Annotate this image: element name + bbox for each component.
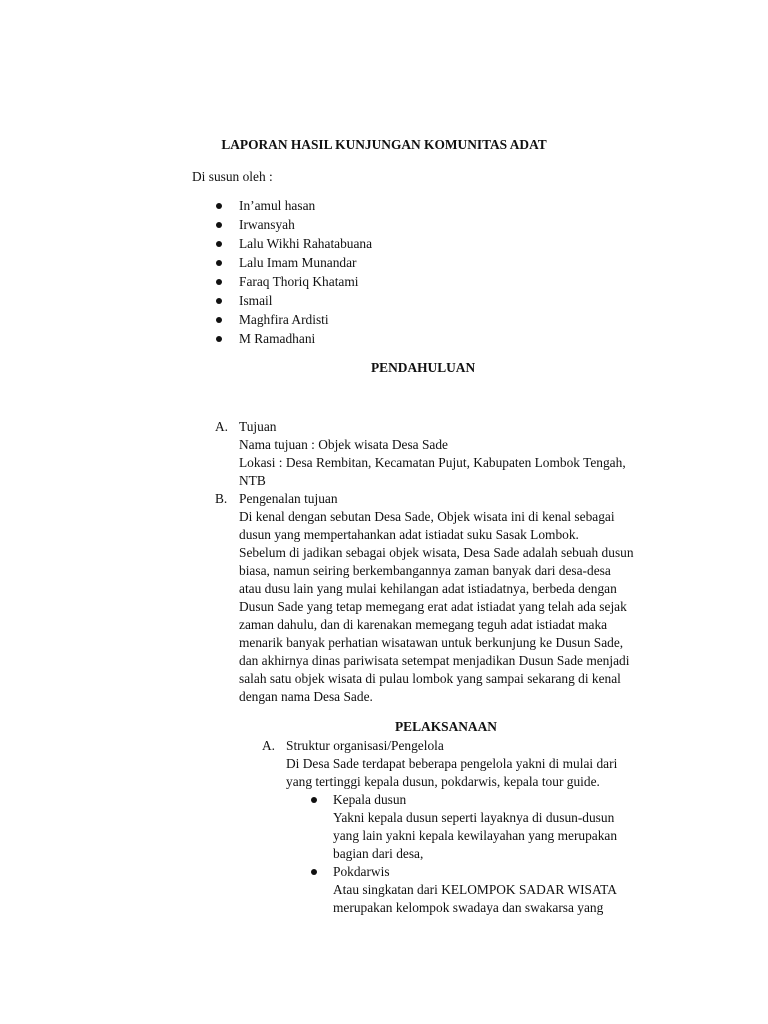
author-item: Maghfira Ardisti — [239, 312, 329, 327]
item-line: menarik banyak perhatian wisatawan untuk berkunjung ke Dusun Sade, — [239, 635, 624, 650]
item-title: Tujuan — [239, 419, 277, 434]
bullet-icon — [216, 260, 222, 266]
item-line: Nama tujuan : Objek wisata Desa Sade — [239, 437, 448, 452]
item-marker: B. — [215, 491, 228, 506]
subitem-line: bagian dari desa, — [333, 846, 424, 861]
item-line: dengan nama Desa Sade. — [239, 689, 373, 704]
item-line: Sebelum di jadikan sebagai objek wisata, Desa Sade adalah sebuah dusun — [239, 545, 634, 560]
item-line: biasa, namun seiring berkembangannya zaman banyak dari desa-desa — [239, 563, 611, 578]
bullet-icon — [216, 317, 222, 323]
item-title: Pengenalan tujuan — [239, 491, 338, 506]
item-title: Struktur organisasi/Pengelola — [286, 738, 444, 753]
item-line: yang tertinggi kepala dusun, pokdarwis, kepala tour guide. — [286, 774, 600, 789]
bullet-icon — [216, 241, 222, 247]
item-line: dan akhirnya dinas pariwisata setempat menjadikan Dusun Sade menjadi — [239, 653, 630, 668]
item-line: salah satu objek wisata di pulau lombok yang sampai sekarang di kenal — [239, 671, 621, 686]
author-item: Lalu Imam Munandar — [239, 255, 357, 270]
item-line: zaman dahulu, dan di karenakan memegang teguh adat istiadat maka — [239, 617, 608, 632]
author-item: Irwansyah — [239, 217, 295, 232]
bullet-icon — [311, 797, 317, 803]
section-heading: PENDAHULUAN — [371, 360, 476, 375]
subitem-title: Pokdarwis — [333, 864, 390, 879]
subitem-line: merupakan kelompok swadaya dan swakarsa yang — [333, 900, 604, 915]
subitem-line: Yakni kepala dusun seperti layaknya di dusun-dusun — [333, 810, 615, 825]
author-item: In’amul hasan — [239, 198, 316, 213]
item-line: Lokasi : Desa Rembitan, Kecamatan Pujut, Kabupaten Lombok Tengah, — [239, 455, 626, 470]
author-item: Ismail — [239, 293, 273, 308]
bullet-icon — [216, 222, 222, 228]
subitem-title: Kepala dusun — [333, 792, 407, 807]
item-line: atau dusu lain yang mulai kehilangan adat istiadatnya, berbeda dengan — [239, 581, 617, 596]
item-marker: A. — [215, 419, 229, 434]
author-intro: Di susun oleh : — [192, 169, 273, 184]
author-item: Faraq Thoriq Khatami — [239, 274, 359, 289]
subitem-line: yang lain yakni kepala kewilayahan yang merupakan — [333, 828, 618, 843]
item-line: Di kenal dengan sebutan Desa Sade, Objek wisata ini di kenal sebagai — [239, 509, 615, 524]
bullet-icon — [216, 279, 222, 285]
author-item: Lalu Wikhi Rahatabuana — [239, 236, 373, 251]
section-heading: PELAKSANAAN — [395, 719, 497, 734]
item-line: Di Desa Sade terdapat beberapa pengelola yakni di mulai dari — [286, 756, 618, 771]
document-title: LAPORAN HASIL KUNJUNGAN KOMUNITAS ADAT — [221, 137, 547, 152]
bullet-icon — [216, 203, 222, 209]
item-line: NTB — [239, 473, 266, 488]
item-line: Dusun Sade yang tetap memegang erat adat istiadat yang telah ada sejak — [239, 599, 627, 614]
subitem-line: Atau singkatan dari KELOMPOK SADAR WISATA — [333, 882, 617, 897]
item-line: dusun yang mempertahankan adat istiadat suku Sasak Lombok. — [239, 527, 579, 542]
item-marker: A. — [262, 738, 276, 753]
bullet-icon — [216, 336, 222, 342]
bullet-icon — [216, 298, 222, 304]
bullet-icon — [311, 869, 317, 875]
author-item: M Ramadhani — [239, 331, 316, 346]
